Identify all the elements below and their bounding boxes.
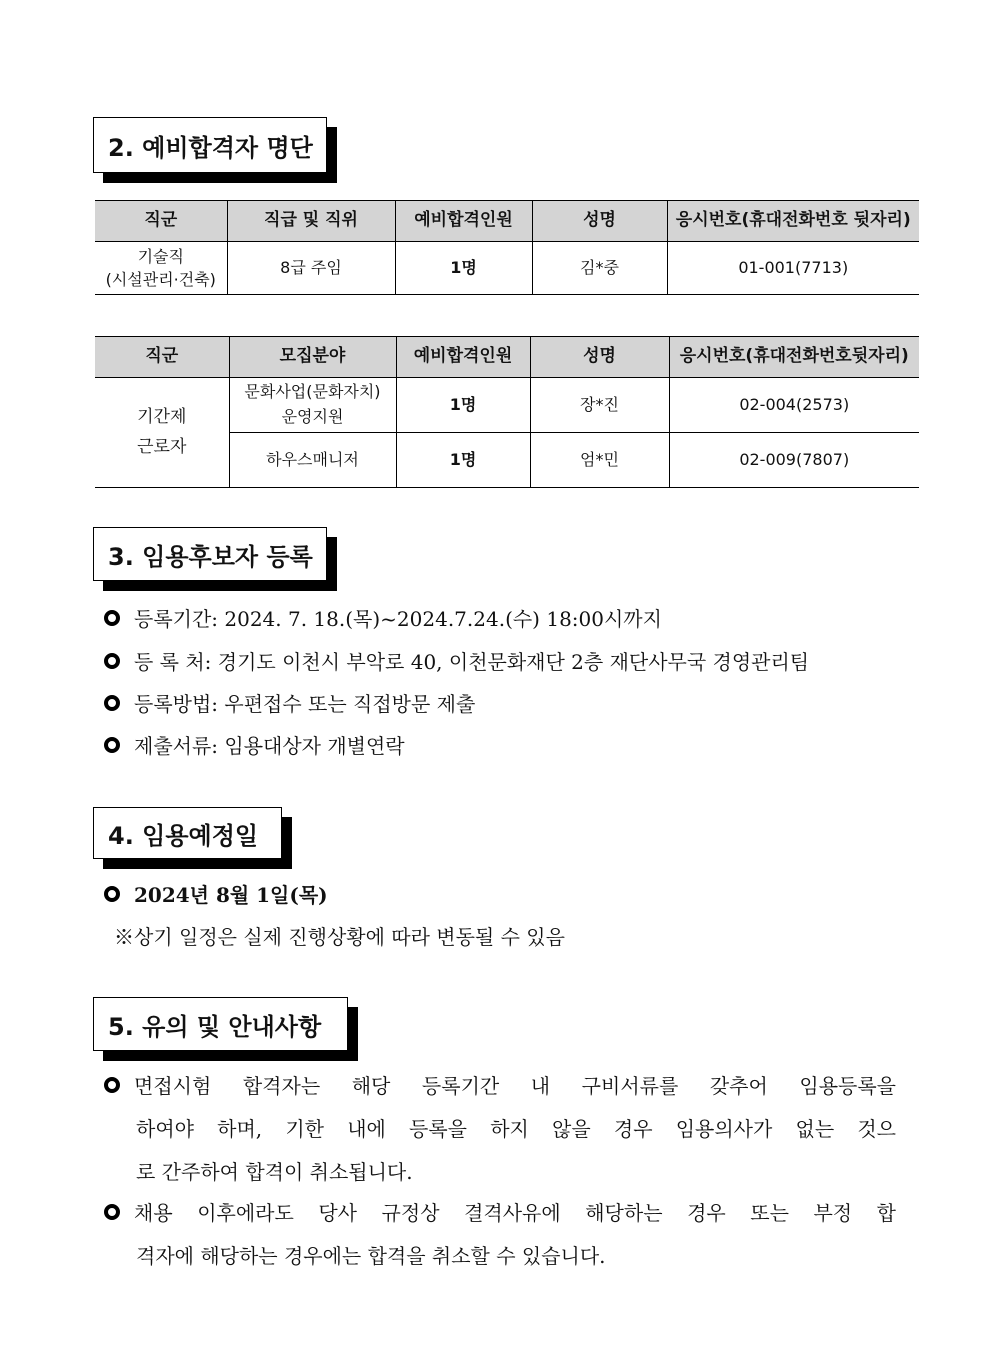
- header-cell: 응시번호(휴대전화번호 뒷자리): [667, 201, 919, 242]
- count-cell: 1명: [396, 433, 530, 488]
- field-cell: 하우스매니저: [229, 433, 396, 488]
- section-4-title: [93, 807, 282, 859]
- number-cell: 02-009(7807): [669, 433, 919, 488]
- rank-cell: 8급 주임: [227, 242, 395, 295]
- count-cell: 1명: [395, 242, 532, 295]
- circle-bullet-icon: [104, 1077, 120, 1093]
- group-line: 근로자: [137, 436, 187, 457]
- header-cell: 성명: [532, 201, 667, 242]
- notice-line: 격자에 해당하는 경우에는 합격을 취소할 수 있습니다.: [136, 1244, 606, 1268]
- table-row: [95, 242, 919, 295]
- table-row: [95, 378, 919, 433]
- circle-bullet-icon: [104, 695, 120, 711]
- section-5-title: [93, 997, 348, 1051]
- field-line: 운영지원: [281, 407, 344, 426]
- count-cell: 1명: [396, 378, 530, 433]
- notice-line: 면접시험 합격자는 해당 등록기간 내 구비서류를 갖추어 임용등록을: [134, 1074, 896, 1098]
- list-item: [104, 603, 662, 632]
- section-5-title-text: 5. 유의 및 안내사항: [108, 1012, 322, 1041]
- notice-item: [104, 1070, 896, 1099]
- circle-bullet-icon: [104, 737, 120, 753]
- header-cell: 예비합격인원: [395, 201, 532, 242]
- group-line: 기술직: [137, 246, 184, 266]
- header-cell: 응시번호(휴대전화번호뒷자리): [669, 337, 919, 378]
- header-cell: 성명: [530, 337, 669, 378]
- field-line: 문화사업(문화자치): [244, 382, 381, 402]
- notice-line: 로 간주하여 합격이 취소됩니다.: [136, 1160, 413, 1184]
- group-line: 기간제: [137, 406, 187, 427]
- notice-line: 하여야 하며, 기한 내에 등록을 하지 않을 경우 임용의사가 없는 것으: [136, 1117, 896, 1141]
- group-cell: [95, 378, 229, 488]
- header-cell: 직군: [95, 337, 229, 378]
- notice-line: 채용 이후에라도 당사 규정상 결격사유에 해당하는 경우 또는 부정 합: [134, 1201, 896, 1225]
- list-item: [104, 688, 475, 717]
- section-2-title-text: 2. 예비합격자 명단: [108, 133, 313, 162]
- notice-item: [104, 1197, 896, 1226]
- section-3-title: [93, 527, 327, 581]
- circle-bullet-icon: [104, 610, 120, 626]
- header-cell: 모집분야: [229, 337, 396, 378]
- reserve-table-2: [95, 336, 919, 488]
- list-item: [104, 879, 328, 908]
- section-3-title-text: 3. 임용후보자 등록: [108, 542, 313, 571]
- field-cell: [229, 378, 396, 433]
- header-cell: 직급 및 직위: [227, 201, 395, 242]
- reserve-table-1: [95, 200, 919, 295]
- number-cell: 02-004(2573): [669, 378, 919, 433]
- circle-bullet-icon: [104, 653, 120, 669]
- schedule-note: ※상기 일정은 실제 진행상황에 따라 변동될 수 있음: [114, 925, 565, 949]
- circle-bullet-icon: [104, 886, 120, 902]
- number-cell: 01-001(7713): [667, 242, 919, 295]
- header-cell: 직군: [95, 201, 227, 242]
- name-cell: 장*진: [530, 378, 669, 433]
- section-2-title: [93, 117, 327, 173]
- group-line: (시설관리·건축): [105, 270, 216, 289]
- list-item-text: 등록방법: 우편접수 또는 직접방문 제출: [134, 692, 476, 716]
- list-item: [104, 646, 809, 675]
- list-item-text: 제출서류: 임용대상자 개별연락: [134, 734, 405, 758]
- list-item: [104, 730, 405, 759]
- appointment-date: 2024년 8월 1일(목): [134, 883, 328, 907]
- section-4-title-text: 4. 임용예정일: [108, 821, 259, 850]
- circle-bullet-icon: [104, 1204, 120, 1220]
- list-item-text: 등록기간: 2024. 7. 18.(목)~2024.7.24.(수) 18:00시까지: [134, 607, 662, 631]
- list-item-text: 등 록 처: 경기도 이천시 부악로 40, 이천문화재단 2층 재단사무국 경영관리팀: [134, 650, 810, 674]
- name-cell: 김*중: [532, 242, 667, 295]
- group-cell: [95, 242, 227, 295]
- notice-line-wrap: [136, 1113, 896, 1142]
- header-cell: 예비합격인원: [396, 337, 530, 378]
- name-cell: 엄*민: [530, 433, 669, 488]
